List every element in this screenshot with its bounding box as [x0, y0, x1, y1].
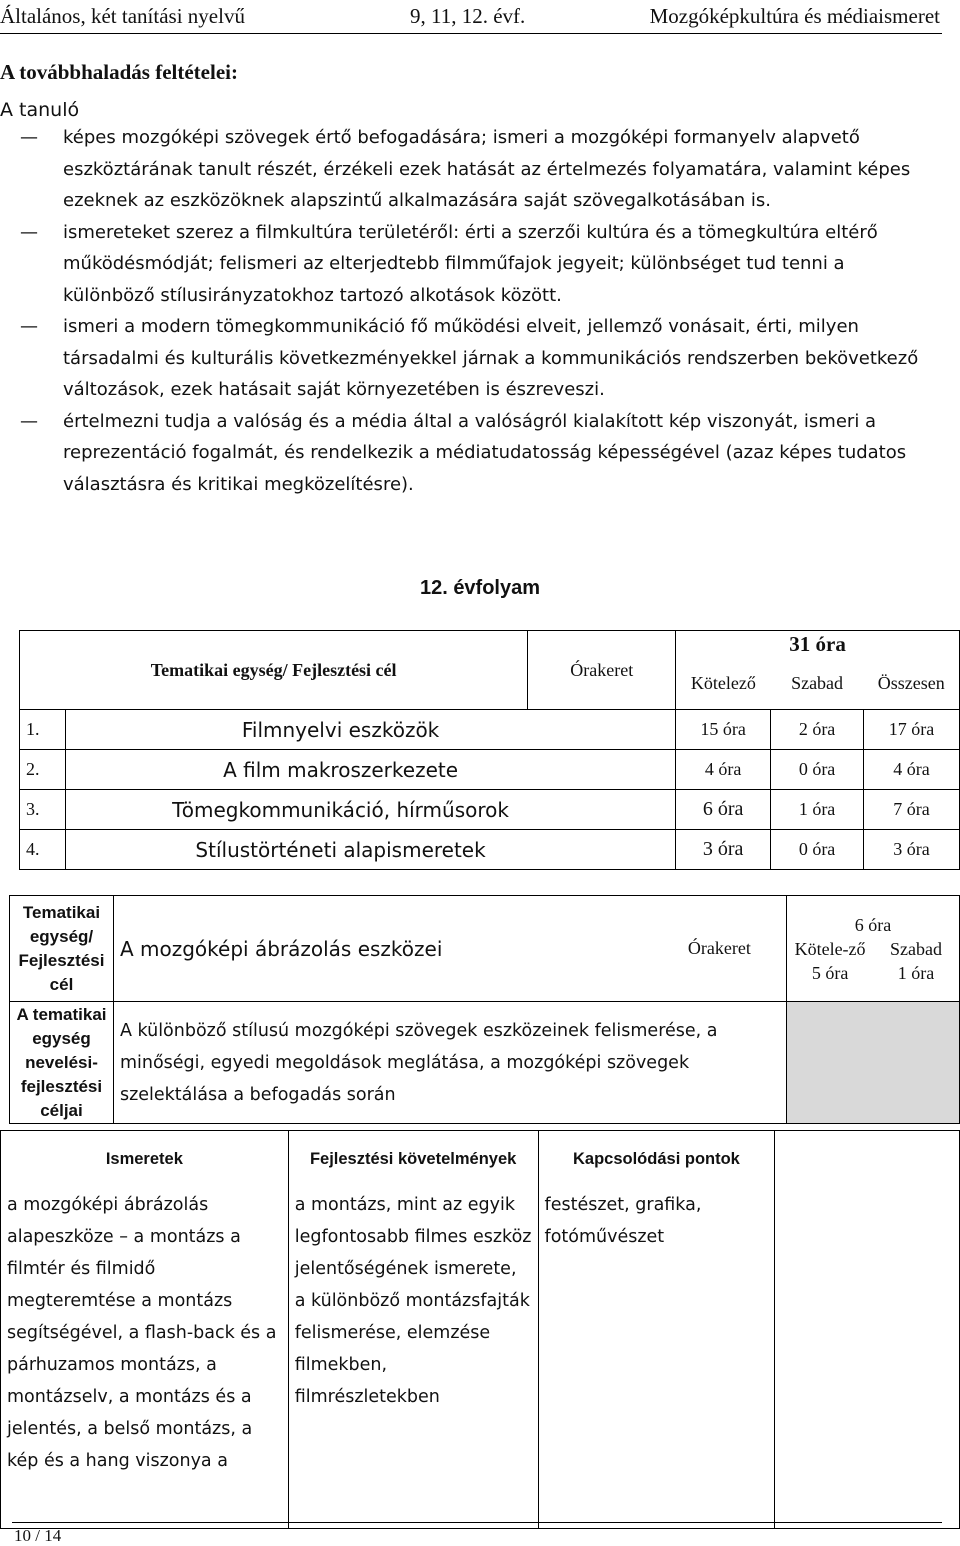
row-mandatory: 4 óra — [676, 750, 771, 790]
unit-goal-label: A tematikai egység nevelési-fejlesztési céljai — [10, 1002, 114, 1124]
conditions-list — [0, 122, 940, 500]
unit-mandatory-hours: 5 óra — [811, 962, 849, 983]
list-item: — képes mozgóképi szövegek értő befogadására; ismeri a mozgóképi formanyelv alapvető eszköztárának tanult részét, érzékeli ezek hatását az értelmezés folyamatára, valamint képes ezeknek az eszközöknek alapszintű alkalmazására saját szövegalkotásában is. — [0, 122, 940, 217]
row-number: 1. — [20, 710, 66, 750]
header-school-type: Általános, két tanítási nyelvű — [0, 4, 245, 28]
footer-divider — [12, 1522, 942, 1523]
col-connections-header: Kapcsolódási pontok — [538, 1131, 775, 1189]
row-free: 0 óra — [771, 750, 864, 790]
col-topic-header: Tematikai egység/ Fejlesztési cél — [20, 631, 528, 710]
unit-hours-block — [787, 913, 959, 985]
row-number: 4. — [20, 830, 66, 870]
content-table — [0, 1130, 960, 1529]
col-mandatory-header: Kötelező — [676, 659, 771, 710]
col-sum-header: Összesen — [864, 659, 960, 710]
unit-topic-label: Tematikai egység/ Fejlesztési cél — [10, 896, 114, 1002]
list-item: — értelmezni tudja a valóság és a média által a valóságról kialakított kép viszonyát, ismeri a reprezentáció fogalmát, és rendelkezik a médiatudatosság képességével (azaz képes tudatos választásra és kritikai megközelítésre). — [0, 406, 940, 501]
header-divider — [0, 33, 942, 34]
unit-hours-label: Órakeret — [653, 896, 787, 1002]
unit-title: A mozgóképi ábrázolás eszközei — [113, 896, 652, 1002]
connections-text: festészet, grafika, fotóművészet — [538, 1189, 775, 1529]
conditions-subject: A tanuló — [0, 99, 80, 121]
table-row — [20, 790, 960, 830]
empty-column — [775, 1131, 960, 1529]
grey-cell — [787, 1002, 960, 1124]
row-sum: 3 óra — [864, 830, 960, 870]
unit-free-hours: 1 óra — [897, 962, 935, 983]
row-topic: Filmnyelvi eszközök — [65, 710, 675, 750]
list-item: — ismereteket szerez a filmkultúra területéről: érti a szerzői kultúra és a tömegkultúra eltérő működésmódját; felismeri az elterjedtebb filmműfajok jegyeit; különbséget tud tenni a különböző stílusirányzatokhoz tartozó alkotások között. — [0, 217, 940, 312]
row-free: 0 óra — [771, 830, 864, 870]
conditions-title: A továbbhaladás feltételei: — [0, 60, 238, 84]
row-number: 2. — [20, 750, 66, 790]
table-row — [20, 750, 960, 790]
col-knowledge-header: Ismeretek — [1, 1131, 289, 1189]
row-sum: 7 óra — [864, 790, 960, 830]
row-topic: A film makroszerkezete — [65, 750, 675, 790]
unit-table — [9, 895, 960, 1124]
table-row — [20, 830, 960, 870]
total-hours: 31 óra — [676, 631, 960, 659]
header-grades: 9, 11, 12. évf. — [410, 4, 526, 28]
col-hours-header: Órakeret — [528, 631, 676, 710]
hours-summary-table — [19, 630, 960, 870]
unit-mandatory-label: Kötele-ző — [794, 938, 866, 959]
col-requirements-header: Fejlesztési követelmények — [288, 1131, 538, 1189]
page-number: 10 / 14 — [14, 1526, 62, 1545]
row-mandatory: 6 óra — [676, 790, 771, 830]
row-free: 2 óra — [771, 710, 864, 750]
row-number: 3. — [20, 790, 66, 830]
row-mandatory: 15 óra — [676, 710, 771, 750]
row-free: 1 óra — [771, 790, 864, 830]
row-topic: Stílustörténeti alapismeretek — [65, 830, 675, 870]
row-sum: 4 óra — [864, 750, 960, 790]
row-topic: Tömegkommunikáció, hírműsorok — [65, 790, 675, 830]
unit-free-label: Szabad — [890, 938, 943, 959]
unit-hours-total: 6 óra — [854, 914, 892, 935]
requirements-text: a montázs, mint az egyik legfontosabb filmes eszköz jelentőségének ismerete, a különböző montázsfajták felismerése, elemzése filmekben, filmrészletekben — [288, 1189, 538, 1529]
table-row — [20, 710, 960, 750]
header-subject: Mozgóképkultúra és médiaismeret — [649, 4, 940, 28]
knowledge-text: a mozgóképi ábrázolás alapeszköze – a montázs a filmtér és filmidő megteremtése a montázs segítségével, a flash-back és a párhuzamos montázs, a montázselv, a montázs és a jelentés, a belső montázs, a kép és a hang viszonya a — [1, 1189, 289, 1529]
row-mandatory: 3 óra — [676, 830, 771, 870]
row-sum: 17 óra — [864, 710, 960, 750]
col-free-header: Szabad — [771, 659, 864, 710]
list-item: — ismeri a modern tömegkommunikáció fő működési elveit, jellemző vonásait, érti, milyen társadalmi és kulturális következményekkel járnak a kommunikációs rendszerben bekövetkező változások, ezek hatásait saját környezetében is észreveszi. — [0, 311, 940, 406]
year-title: 12. évfolyam — [419, 577, 541, 599]
unit-goal-text: A különböző stílusú mozgóképi szövegek eszközeinek felismerése, a minőségi, egyedi megoldások meglátása, a mozgóképi szövegek szelektálása a befogadás során — [113, 1002, 786, 1124]
